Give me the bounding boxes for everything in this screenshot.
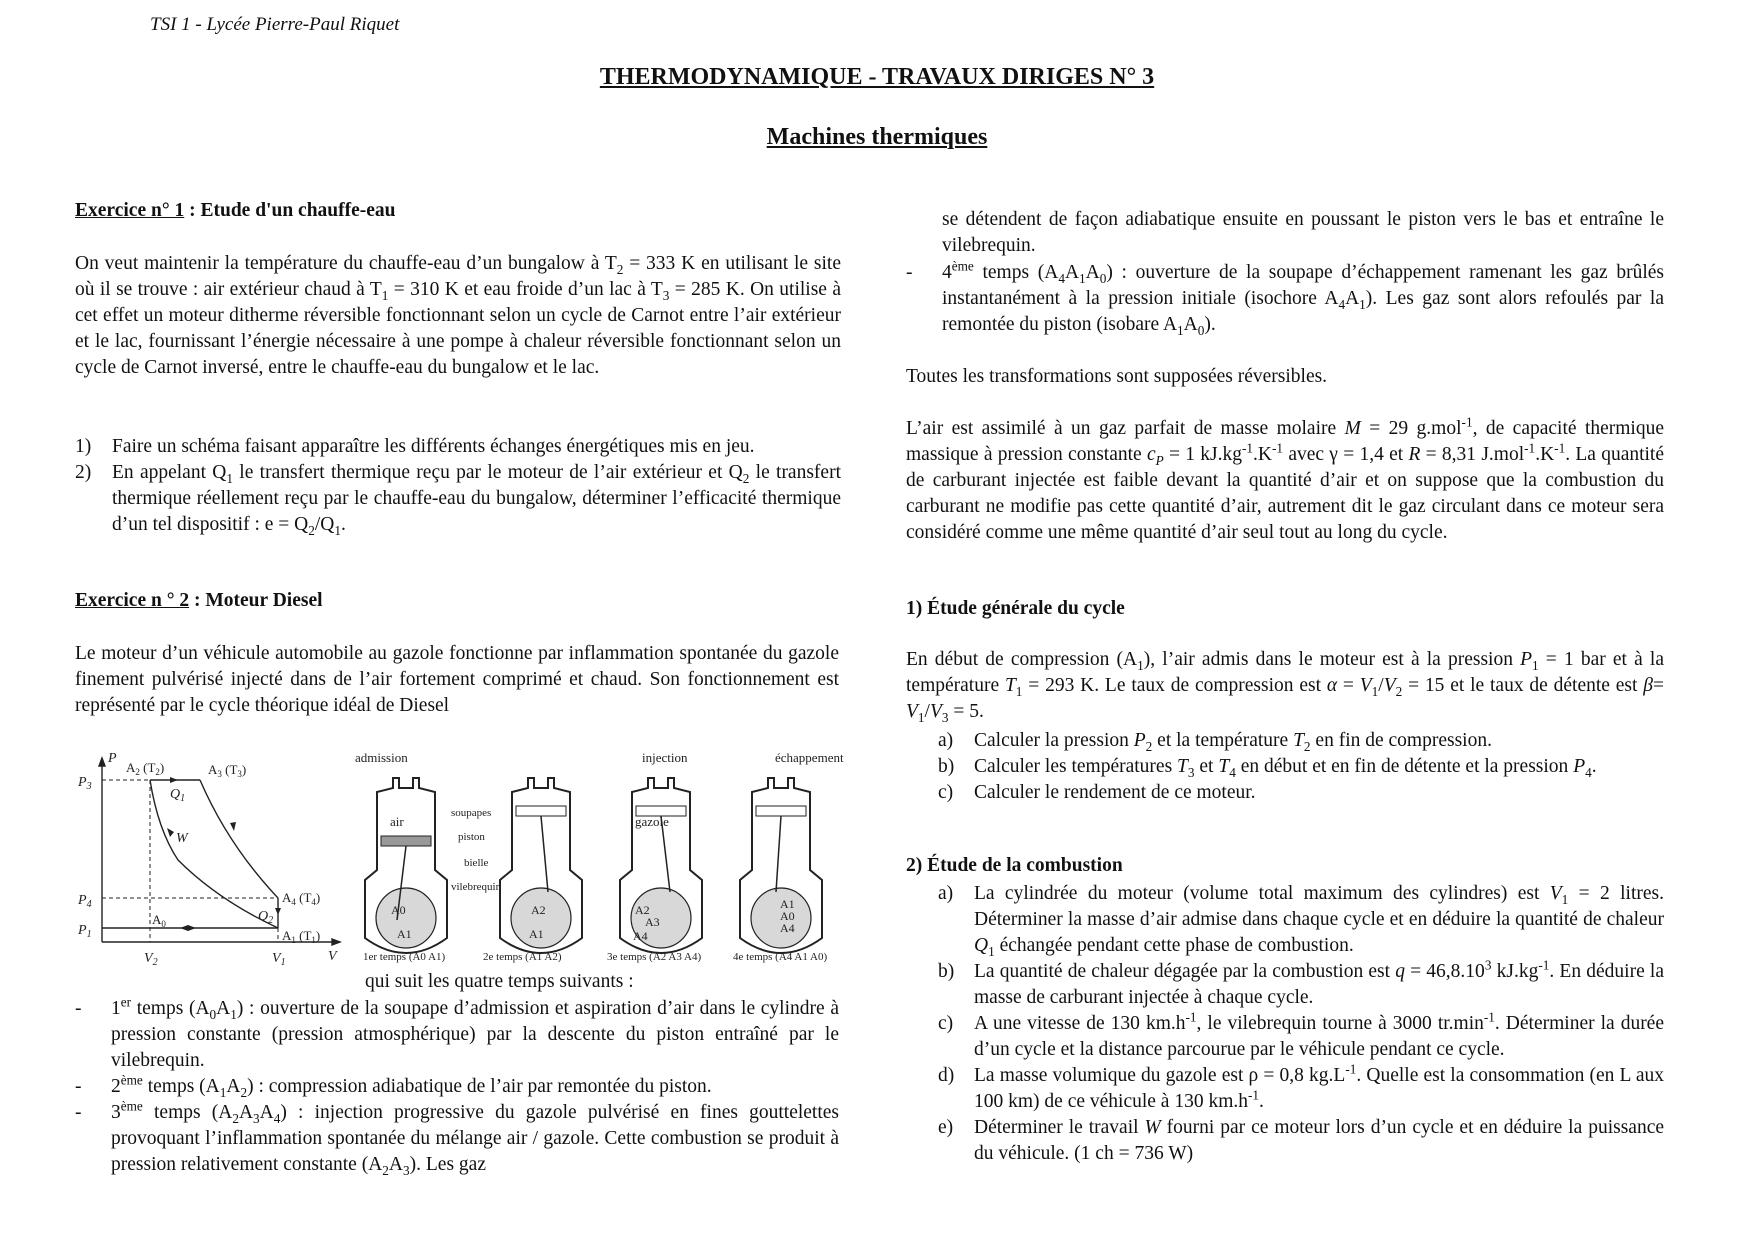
label-injection: injection [642, 750, 688, 765]
label-gazole: gazole [635, 814, 669, 829]
label-c4-a1: A1 [780, 897, 795, 911]
label-c3-a4: A4 [633, 929, 648, 943]
label-p: P [108, 751, 117, 766]
label-c1-a1: A1 [397, 927, 412, 941]
figure-follow-text: qui suit les quatre temps suivants : [365, 971, 634, 992]
label-admission: admission [355, 750, 408, 765]
label-v: V [328, 949, 337, 964]
label-a2: $A_2$ $(T_2)$ [126, 760, 165, 777]
label-a4: $A_4$ $(T_4)$ [282, 890, 321, 907]
section-2-q-a: a) La cylindrée du moteur (volume total maximum des cylindres) est $V_1 = 2$ litres. Déterminer la masse d’air admise dans chaque cycle et en déduire la quantité de chaleur $Q_1$ échangée pendant cette phase de combustion. [938, 883, 1664, 959]
label-q2: $Q_2$ [258, 909, 274, 926]
pv-diagram [78, 750, 350, 968]
caption-2: 2e temps (A1 A2) [483, 951, 562, 963]
section-1-intro: En début de compression $(A_1)$, l’air admis dans le moteur est à la pression $P_1 = 1$ bar et à la température $T_1 = 293$ K. Le taux de compression est $\alpha = V_1/V_2 = 15$ et le taux de détente est $\beta= V_1/V_3 = 5$. [906, 649, 1664, 725]
exercise-1-heading: Exercice n° 1 : Etude d'un chauffe-eau [75, 200, 396, 221]
reversible-note: Toutes les transformations sont supposées réversibles. [906, 366, 1328, 387]
exercise-1-questions [75, 434, 841, 538]
exercise-2-intro: Le moteur d’un véhicule automobile au gazole fonctionne par inflammation spontanée du gazole finement pulvérisé injecté dans de l’air fortement comprimé et chaud. Son fonctionnement est représenté par le cycle théorique idéal de Diesel [75, 643, 839, 716]
question-1: 1) Faire un schéma faisant apparaître les différents échanges énergétiques mis en jeu. [75, 436, 755, 457]
stroke-3: - 3ème temps $(A_2A_3A_4)$ : injection progressive du gazole pulvérisé en fines gouttelettes provoquant l’inflammation spontanée du mélange air / gazole. Cette combustion se produit à pression relativement constante $(A_2A_3)$. Les gaz [75, 1098, 839, 1178]
section-2-q-d: d) La masse volumique du gazole est ρ = 0,8 $kg.L^{-1}$. Quelle est la consommation (en L aux 100 km) de ce véhicule à 130 $km.h^{-1}$. [938, 1061, 1664, 1112]
label-q1: $Q_1$ [170, 787, 186, 804]
question-2: 2) En appelant $Q_1$ le transfert thermique reçu par le moteur de l’air extérieur et $Q_2$ le transfert thermique réellement reçu par le chauffe-eau du bungalow, déterminer l’efficacité thermique d’un tel dispositif : $e = Q_2/Q_1$. [75, 462, 841, 538]
engine-diagram [355, 748, 855, 964]
label-p3: $P_3$ [78, 775, 92, 792]
label-c4-a0: A0 [780, 909, 795, 923]
section-1-questions [938, 728, 1664, 806]
label-air: air [390, 814, 404, 829]
section-2-q-e: e) Déterminer le travail W fourni par ce moteur lors d’un cycle et en déduire la puissance du véhicule. (1 ch = 736 W) [938, 1117, 1665, 1164]
label-soupapes: soupapes [451, 807, 492, 819]
stroke-2: - 2ème temps $(A_1A_2)$ : compression adiabatique de l’air par remontée du piston. [75, 1072, 712, 1100]
section-1-q-b: b) Calculer les températures $T_3$ et $T_4$ en début et en fin de détente et la pression $P_4$. [938, 756, 1597, 780]
gas-properties: L’air est assimilé à un gaz parfait de masse molaire M = 29 g.mol$^{-1}$, de capacité thermique massique à pression constante $c_P = 1$ $kJ.kg^{-1}.K^{-1}$ avec γ = 1,4 et R = 8,31 $J.mol^{-1}.K^{-1}$. La quantité de carburant injectée est faible devant la quantité d’air et on suppose que la combustion du carburant ne modifie pas cette quantité d’air, autrement dit le gaz circulant dans ce moteur sera considéré comme une même quantité d’air seul tout au long du cycle. [906, 414, 1665, 543]
section-2-questions [938, 881, 1664, 1167]
page-subtitle: Machines thermiques [766, 124, 988, 150]
label-c2-a2: A2 [531, 903, 546, 917]
label-p1: $P_1$ [78, 923, 92, 940]
label-echappement: échappement [775, 750, 844, 765]
four-strokes-list [75, 996, 839, 1178]
section-1-title: 1) Étude générale du cycle [906, 598, 1125, 619]
school-header: TSI 1 - Lycée Pierre-Paul Riquet [150, 14, 400, 35]
label-a0: $A_0$ [152, 912, 166, 929]
section-2-title: 2) Étude de la combustion [906, 855, 1123, 876]
section-2-q-c: c) A une vitesse de 130 $km.h^{-1}$, le vilebrequin tourne à 3000 $tr.\min^{-1}$. Déterminer la durée d’un cycle et la distance parcourue par le véhicule pendant ce cycle. [938, 1009, 1664, 1060]
label-vilebrequin: vilebrequin [451, 881, 502, 893]
stroke-1: - 1er temps $(A_0A_1)$ : ouverture de la soupape d’admission et aspiration d’air dans le cylindre à pression constante (pression atmosphérique) par la descente du piston entraîné par le vilebrequin. [75, 994, 839, 1071]
label-w: W [176, 831, 188, 846]
exercise-1-intro: On veut maintenir la température du chauffe-eau d’un bungalow à $T_2 = 333$ K en utilisant le site où il se trouve : air extérieur chaud à $T_1 = 310$ K et eau froide d’un lac à $T_3 = 285$ K. On utilise à cet effet un moteur ditherme réversible fonctionnant selon un cycle de Carnot entre l’air extérieur et le lac, fournissant l’énergie nécessaire à une pompe à chaleur réversible fonctionnant selon un cycle de Carnot inversé, entre le chauffe-eau du bungalow et le lac. [75, 253, 841, 378]
label-p4: $P_4$ [78, 893, 92, 910]
section-2-q-b: b) La quantité de chaleur dégagée par la combustion est $q = 46,8.10^3$ $kJ.kg^{-1}$. En déduire la masse de carburant injectée à chaque cycle. [938, 957, 1664, 1008]
page-title: THERMODYNAMIQUE - TRAVAUX DIRIGES N° 3 [599, 64, 1155, 90]
label-bielle: bielle [464, 857, 489, 869]
label-c3-a3: A3 [645, 915, 660, 929]
adiabatic-a1-a2 [150, 780, 278, 928]
label-c4-a4: A4 [780, 921, 795, 935]
stroke-3-continued: se détendent de façon adiabatique ensuite en poussant le piston vers le bas et entraîne le vilebrequin. [942, 209, 1664, 256]
adiabatic-a3-a4 [200, 780, 278, 898]
caption-3: 3e temps (A2 A3 A4) [607, 951, 702, 963]
section-1-q-c: c) Calculer le rendement de ce moteur. [938, 782, 1256, 803]
label-piston: piston [458, 831, 485, 843]
label-c2-a1: A1 [529, 927, 544, 941]
label-v1: $V_1$ [272, 951, 286, 968]
label-a3: $A_3$ $(T_3)$ [208, 762, 247, 779]
label-c1-a0: A0 [391, 903, 406, 917]
exercise-2-heading: Exercice n ° 2 : Moteur Diesel [75, 590, 323, 611]
cylinder-3 [620, 778, 702, 953]
label-a1: $A_1$ $(T_1)$ [282, 928, 321, 945]
label-v2: $V_2$ [144, 951, 158, 968]
caption-4: 4e temps (A4 A1 A0) [733, 951, 828, 963]
stroke-4: - 4ème temps $(A_4A_1A_0)$ : ouverture de la soupape d’échappement ramenant les gaz brûlés instantanément à la pression initiale (isochore $A_4A_1$). Les gaz sont alors refoulés par la remontée du piston (isobare $A_1A_0$). [906, 258, 1665, 338]
caption-1: 1er temps (A0 A1) [363, 951, 446, 963]
section-1-q-a: a) Calculer la pression $P_2$ et la température $T_2$ en fin de compression. [938, 730, 1492, 754]
label-c3-a2: A2 [635, 903, 650, 917]
